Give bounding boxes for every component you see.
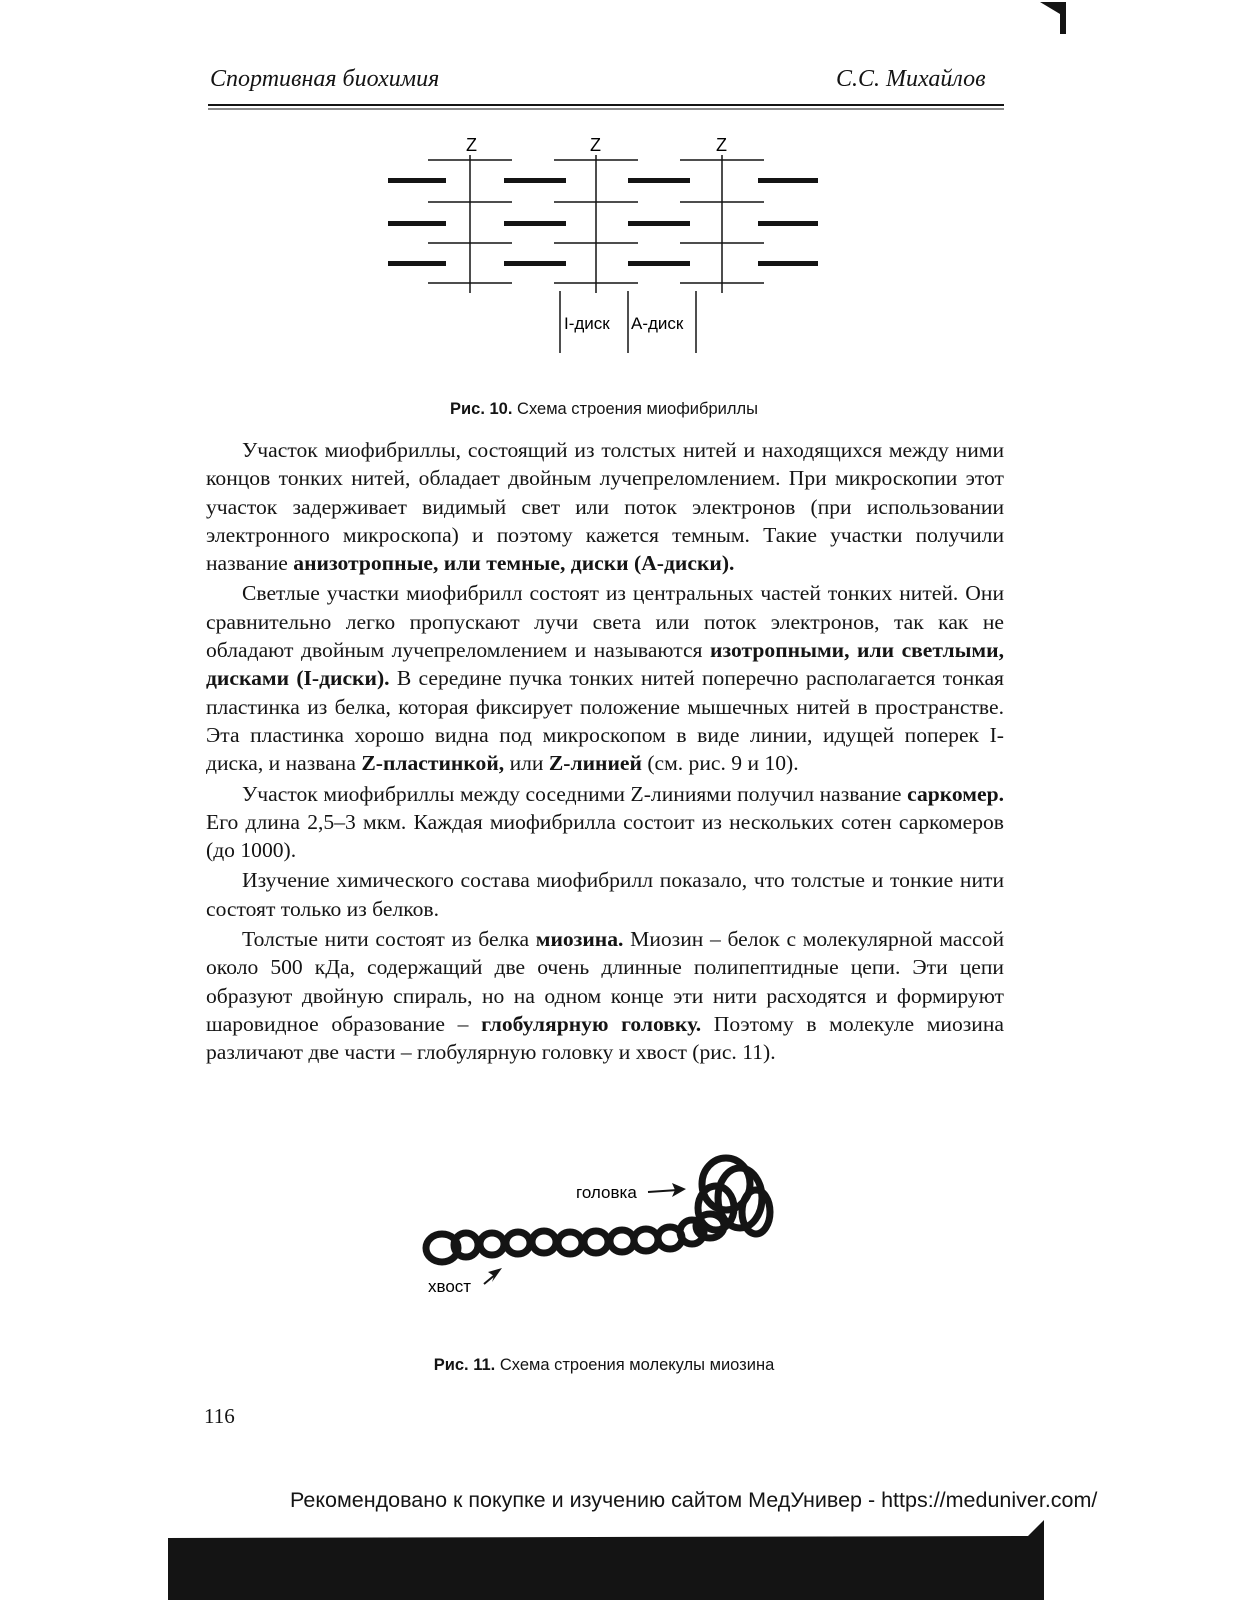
running-header-title: Спортивная биохимия — [210, 66, 440, 92]
z-label-right: Z — [716, 135, 727, 155]
figure-11-caption-text: Схема строения молекулы миозина — [495, 1356, 775, 1374]
myosin-molecule-diagram — [420, 1150, 800, 1310]
myofibril-diagram — [388, 133, 828, 363]
scan-edge-bar — [168, 1520, 1048, 1600]
tail-arrow — [484, 1268, 502, 1284]
figure-11-caption-number: Рис. 11. — [433, 1356, 496, 1374]
paragraph-2: Светлые участки миофибрилл состоят из центральных частей тонких нитей. Они сравнительно легко пропускают лучи света или поток электронов, так как не обладают двойным лучепреломлением и называются изотропными, или светлыми, дисками (I-диски). В середине пучка тонких нитей поперечно располагается тонкая пластинка из белка, которая фиксирует положение мышечных нитей в пространстве. Эта пластинка хорошо видна под микроскопом в виде линии, идущей поперек I-диска, и названа Z-пластинкой, или Z-линией (см. рис. 9 и 10). — [206, 581, 1004, 776]
footer-recommendation: Рекомендовано к покупке и изучению сайтом МедУнивер - https://meduniver.com/ — [290, 1488, 1098, 1512]
header-rule — [208, 103, 1004, 111]
paragraph-3: Участок миофибриллы между соседними Z-линиями получил название саркомер. Его длина 2,5–3 мкм. Каждая миофибрилла состоит из нескольких сотен саркомеров (до 1000). — [206, 781, 1004, 863]
i-disk-label: I-диск — [564, 314, 610, 333]
paragraph-1: Участок миофибриллы, состоящий из толстых нитей и находящихся между ними концов тонких нитей, обладает двойным лучепреломлением. При микроскопии этот участок задерживает видимый свет или поток электронов (при использовании электронного микроскопа) и поэтому кажется темным. Такие участки получили название анизотропные, или темные, диски (А-диски). — [206, 438, 1004, 576]
myosin-tail — [426, 1220, 704, 1262]
paragraph-4: Изучение химического состава миофибрилл показало, что толстые и тонкие нити состоят только из белков. — [206, 868, 1004, 921]
figure-11-caption — [204, 1356, 1004, 1375]
body-text — [206, 436, 1004, 1069]
figure-10-caption-text: Схема строения миофибриллы — [512, 400, 758, 418]
corner-mark — [1040, 0, 1070, 36]
thick-filaments — [388, 178, 818, 266]
running-header-author: С.С. Михайлов — [836, 66, 986, 92]
figure-10-caption — [204, 400, 1004, 419]
figure-10-caption-number: Рис. 10. — [450, 400, 513, 418]
a-disk-label: А-диск — [631, 314, 684, 333]
head-label: головка — [576, 1183, 637, 1202]
paragraph-5: Толстые нити состоят из белка миозина. Миозин – белок с молекулярной массой около 500 кДа, содержащий две очень длинные полипептидные цепи. Эти цепи образуют двойную спираль, но на одном конце эти нити расходятся и формируют шаровидное образование – глобулярную головку. Поэтому в молекуле миозина различают две части – глобулярную головку и хвост (рис. 11). — [206, 927, 1005, 1065]
head-arrow — [648, 1183, 686, 1197]
tail-label: хвост — [428, 1277, 472, 1296]
myosin-head — [696, 1158, 770, 1238]
page-number: 116 — [204, 1404, 235, 1428]
z-label-left: Z — [466, 135, 477, 155]
z-label-middle: Z — [590, 135, 601, 155]
